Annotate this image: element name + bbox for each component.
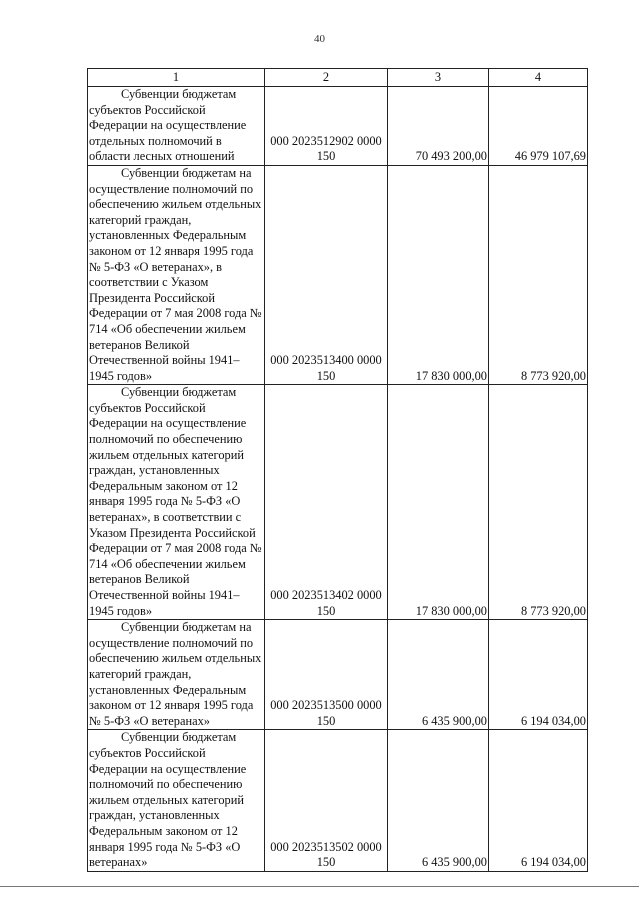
- row-name: Субвенции бюджетам субъектов Российской Федерации на осуществление полномочий по обеспечению жильем отдельных категорий граждан, установленных Федеральным законом от 12 января 1995 года № 5-ФЗ «О ветеранах»: [89, 730, 247, 870]
- row-name: Субвенции бюджетам на осуществление полномочий по обеспечению жильем отдельных категорий граждан, установленных Федеральным законом от 12 января 1995 года № 5-ФЗ «О ветеранах», в соответствии с Указом Президента Российской Федерации от 7 мая 2008 года № 714 «Об обеспечении жильем ветеранов Великой Отечественной войны 1941–1945 годов»: [89, 165, 262, 383]
- row-name: Субвенции бюджетам на осуществление полномочий по обеспечению жильем отдельных категорий граждан, установленных Федеральным законом от 12 января 1995 года № 5-ФЗ «О ветеранах»: [89, 620, 262, 728]
- row-code: 000 2023513502 0000 150: [265, 730, 388, 871]
- row-value-planned: 17 830 000,00: [388, 165, 489, 384]
- row-code: 000 2023513500 0000 150: [265, 620, 388, 730]
- page-bottom-rule: [0, 886, 639, 887]
- row-value-executed: 46 979 107,69: [489, 87, 588, 166]
- table-header: [88, 69, 588, 87]
- row-value-executed: 8 773 920,00: [489, 385, 588, 620]
- row-name-cell: [88, 385, 265, 620]
- table-row: [88, 730, 588, 871]
- budget-table: [87, 68, 588, 872]
- row-name-cell: [88, 87, 265, 166]
- row-name: Субвенции бюджетам субъектов Российской Федерации на осуществление отдельных полномочий в области лесных отношений: [89, 87, 247, 164]
- row-code: 000 2023512902 0000 150: [265, 87, 388, 166]
- page-number: 40: [314, 33, 325, 45]
- table-row: [88, 165, 588, 384]
- row-value-planned: 70 493 200,00: [388, 87, 489, 166]
- row-name-cell: [88, 620, 265, 730]
- header-row: [88, 69, 588, 87]
- column-header-2: 2: [265, 69, 388, 87]
- row-name: Субвенции бюджетам субъектов Российской Федерации на осуществление полномочий по обеспечению жильем отдельных категорий граждан, установленных Федеральным законом от 12 января 1995 года № 5-ФЗ «О ветеранах», в соответствии с Указом Президента Российской Федерации от 7 мая 2008 года № 714 «Об обеспечении жильем ветеранов Великой Отечественной войны 1941–1945 годов»: [89, 385, 262, 618]
- row-value-executed: 8 773 920,00: [489, 165, 588, 384]
- row-value-planned: 6 435 900,00: [388, 730, 489, 871]
- row-name-cell: [88, 165, 265, 384]
- row-value-executed: 6 194 034,00: [489, 620, 588, 730]
- row-code: 000 2023513402 0000 150: [265, 385, 388, 620]
- column-header-4: 4: [489, 69, 588, 87]
- table-row: [88, 620, 588, 730]
- row-value-executed: 6 194 034,00: [489, 730, 588, 871]
- row-name-cell: [88, 730, 265, 871]
- row-value-planned: 17 830 000,00: [388, 385, 489, 620]
- row-value-planned: 6 435 900,00: [388, 620, 489, 730]
- column-header-3: 3: [388, 69, 489, 87]
- row-code: 000 2023513400 0000 150: [265, 165, 388, 384]
- table-row: [88, 385, 588, 620]
- column-header-1: 1: [88, 69, 265, 87]
- table-row: [88, 87, 588, 166]
- table-body: [88, 87, 588, 872]
